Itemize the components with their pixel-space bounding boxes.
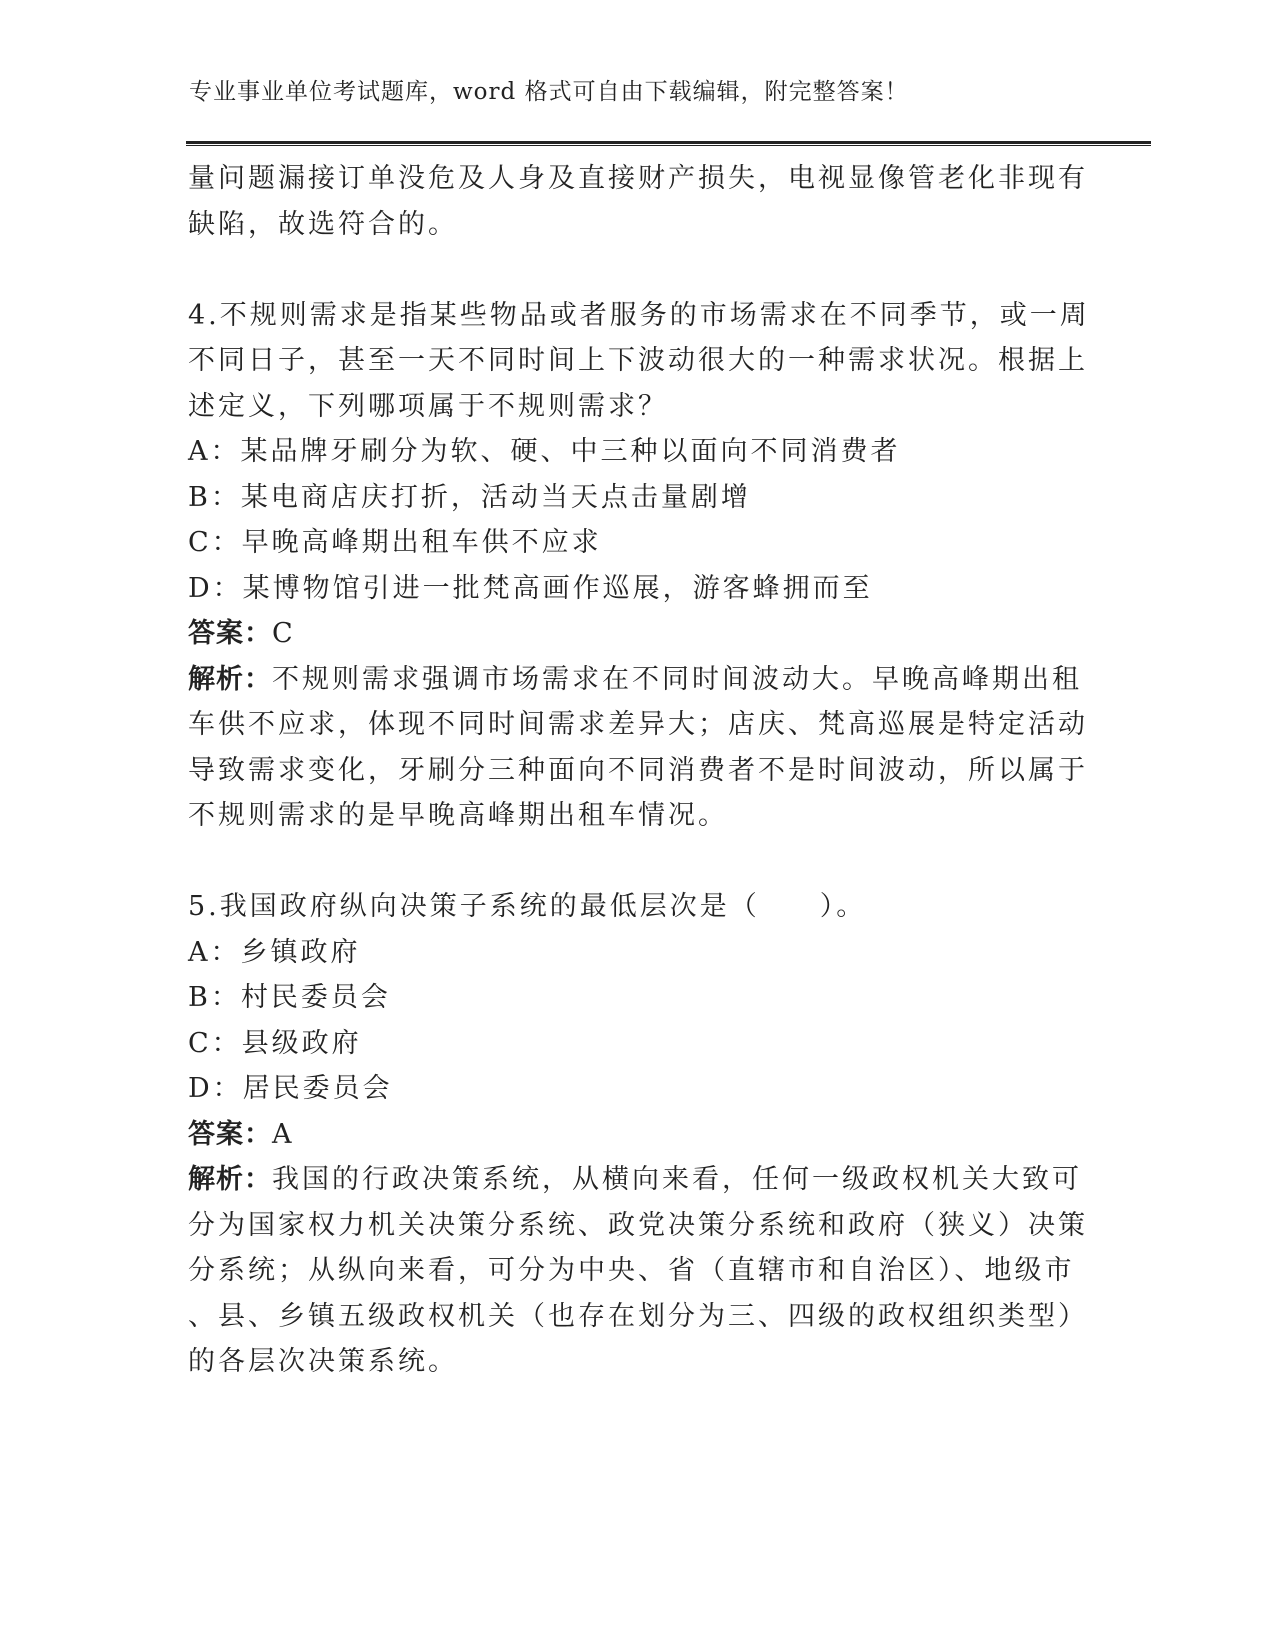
answer-label: 答案： [188,618,272,649]
question-text-line: 4.不规则需求是指某些物品或者服务的市场需求在不同季节，或一周 [188,299,1090,331]
paragraph-line: 缺陷，故选符合的。 [188,208,458,240]
answer-value: A [272,1118,295,1150]
option-d: D：某博物馆引进一批梵高画作巡展，游客蜂拥而至 [188,572,873,604]
analysis-label: 解析： [188,663,272,695]
analysis-line: 、县、乡镇五级政权机关（也存在划分为三、四级的政权组织类型） [188,1300,1088,1332]
analysis-line: 导致需求变化，牙刷分三种面向不同消费者不是时间波动，所以属于 [188,754,1088,786]
question-4 [188,293,1090,839]
answer-row [188,1112,1063,1158]
question-text-line: 述定义，下列哪项属于不规则需求？ [188,390,668,422]
answer-label: 答案： [188,1118,272,1150]
question-text-line: 5.我国政府纵向决策子系统的最低层次是（ ）。 [188,891,867,922]
question-text-line: 不同日子，甚至一天不同时间上下波动很大的一种需求状况。根据上 [188,345,1088,376]
spacer [188,247,1063,293]
question-5 [188,884,1088,1385]
previous-analysis-continuation [188,156,1088,247]
analysis-text: 我国的行政决策系统，从横向来看，任何一级政权机关大致可 [272,1164,1082,1195]
analysis-label: 解析： [188,1164,272,1195]
page-header: 专业事业单位考试题库，word 格式可自由下载编辑，附完整答案！ [189,79,909,105]
analysis-line: 分为国家权力机关决策分系统、政党决策分系统和政府（狭义）决策 [188,1209,1088,1241]
analysis-line: 的各层次决策系统。 [188,1346,458,1377]
option-c: C：县级政府 [188,1027,362,1059]
analysis-line: 车供不应求，体现不同时间需求差异大；店庆、梵高巡展是特定活动 [188,709,1088,740]
option-b: B：某电商店庆打折，活动当天点击量剧增 [188,481,751,513]
header-divider [186,141,1151,146]
paragraph-line: 量问题漏接订单没危及人身及直接财产损失，电视显像管老化非现有 [188,163,1088,194]
option-a: A：某品牌牙刷分为软、硬、中三种以面向不同消费者 [188,436,901,467]
spacer [188,839,1063,885]
answer-row [188,611,1063,657]
analysis-line: 分系统；从纵向来看，可分为中央、省（直辖市和自治区）、地级市 [188,1255,1075,1286]
analysis-line: 不规则需求的是早晚高峰期出租车情况。 [188,800,728,831]
option-c: C：早晚高峰期出租车供不应求 [188,527,602,558]
analysis-text: 不规则需求强调市场需求在不同时间波动大。早晚高峰期出租 [272,663,1082,695]
option-b: B：村民委员会 [188,982,391,1013]
analysis-line [188,657,1082,703]
option-d: D：居民委员会 [188,1073,393,1104]
option-a: A：乡镇政府 [188,936,361,968]
analysis-line [188,1157,1082,1203]
answer-value: C [272,618,296,649]
document-body [188,156,1090,1385]
